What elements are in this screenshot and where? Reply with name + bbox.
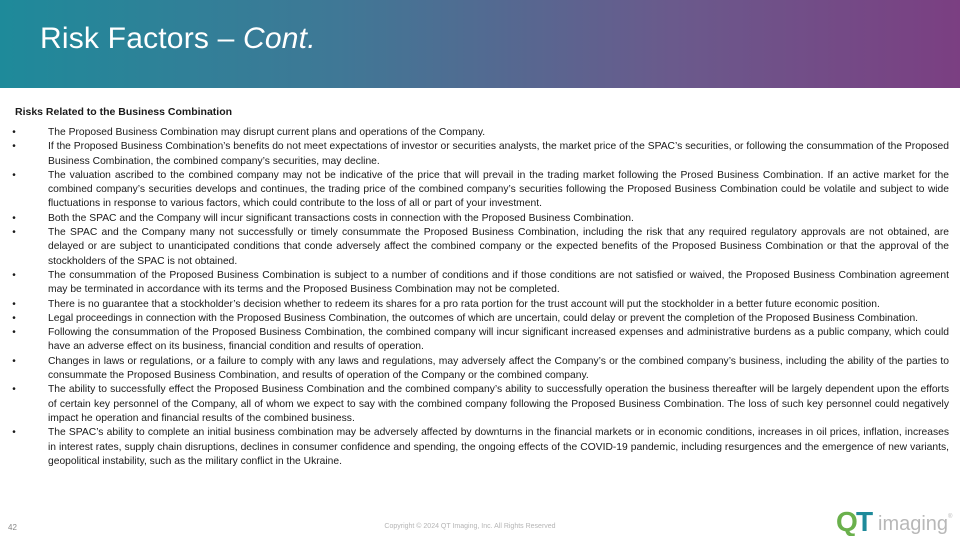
bullet-dot-icon: • (12, 312, 16, 324)
risk-bullet-item (8, 140, 949, 169)
risk-bullet-text: The consummation of the Proposed Business Combination is subject to a number of conditions and if those conditions are not satisfied or waived, the Proposed Business Combination agreement may be terminated in accordance with its terms and the Proposed Business Combination may not be completed. (48, 269, 949, 296)
risk-bullet-text: The valuation ascribed to the combined company may not be indicative of the price that will prevail in the trading market following the Prosed Business Combination. If an active market for the combined company’s securities develops and continues, the trading price of the combined company’s securities following the Proposed Business Combination could be volatile and subject to wide fluctuations in response to various factors, which could contribute to the loss of all or part of your investment. (48, 169, 949, 210)
logo-letter-q: Q (836, 506, 858, 536)
risk-bullet-text: Changes in laws or regulations, or a failure to comply with any laws and regulations, may adversely affect the Company’s or the combined company’s business, including the ability of the parties to consummate the Proposed Business Combination, and results of operation of the Company or the combined company. (48, 355, 949, 382)
slide-title-main: Risk Factors – (40, 22, 244, 55)
risk-bullet-item (8, 212, 949, 226)
bullet-dot-icon: • (12, 327, 16, 339)
risk-bullet-item (8, 269, 949, 298)
bullet-dot-icon: • (12, 127, 16, 138)
risk-bullet-text: Both the SPAC and the Company will incur significant transactions costs in connection with the Proposed Business Combination. (48, 212, 634, 224)
slide-title-italic: Cont. (243, 22, 316, 55)
risk-bullet-item (8, 355, 949, 384)
risk-bullet-text: There is no guarantee that a stockholder’s decision whether to redeem its shares for a pro rata portion for the trust account will put the stockholder in a better future economic position. (48, 298, 880, 310)
bullet-dot-icon: • (12, 355, 16, 367)
bullet-dot-icon: • (12, 384, 16, 396)
risk-bullet-item (8, 426, 949, 469)
risk-bullet-text: The SPAC and the Company many not successfully or timely consummate the Proposed Business Combination, including the risk that any required regulatory approvals are not obtained, are delayed or are subject to unanticipated conditions that conde adversely affect the combined company or the expected benefits of the Proposed Business Combination or that the approval of the stockholders of the SPAC is not obtained. (48, 227, 949, 267)
risk-bullet-item (8, 169, 949, 212)
logo-word: imaging (878, 513, 949, 535)
header-banner (0, 0, 960, 88)
risk-bullet-item (8, 312, 949, 326)
logo-letter-t: T (856, 506, 874, 536)
bullet-dot-icon: • (12, 169, 16, 181)
risk-bullet-text: The ability to successfully effect the Proposed Business Combination and the combined company’s ability to successfully operation the business thereafter will be largely dependent upon the efforts of certain key personnel of the Company, all of whom we expect to say with the combined company following the Proposed Business Combination. The loss of such key personnel could negatively impact he operation and financial results of the combined business. (48, 384, 949, 424)
risk-bullet-text: Legal proceedings in connection with the Proposed Business Combination, the outcomes of which are uncertain, could delay or prevent the completion of the Proposed Business Combination. (48, 312, 919, 324)
bullet-dot-icon: • (12, 227, 16, 239)
section-heading: Risks Related to the Business Combination (15, 106, 233, 118)
qt-imaging-logo (836, 506, 956, 536)
bullet-dot-icon: • (12, 427, 16, 439)
slide-title (40, 22, 316, 56)
risk-bullet-item (8, 126, 949, 140)
risk-bullet-text: The SPAC’s ability to complete an initial business combination may be adversely affected by downturns in the financial markets or in economic conditions, increases in oil prices, inflation, increases in interest rates, supply chain disruptions, declines in consumer confidence and spending, the ongoing effects of the COVID-19 pandemic, including resurgences and the emergence of new variants, geopolitical instability, such as the military conflict in the Ukraine. (48, 427, 949, 467)
page-number: 42 (8, 523, 17, 532)
copyright-notice: Copyright © 2024 QT Imaging, Inc. All Rights Reserved (384, 523, 556, 530)
risk-bullet-item (8, 383, 949, 426)
bullet-dot-icon: • (12, 212, 16, 224)
logo-registered-mark: ® (948, 514, 953, 520)
risk-bullet-item (8, 226, 949, 269)
risk-bullet-item (8, 326, 949, 355)
bullet-dot-icon: • (12, 269, 16, 281)
bullet-dot-icon: • (12, 141, 16, 153)
risk-bullet-text: If the Proposed Business Combination’s benefits do not meet expectations of investor or securities analysts, the market price of the SPAC’s securities, or following the consummation of the Proposed Business Combination, the combined company’s securities, may decline. (48, 141, 949, 167)
risk-bullet-item (8, 298, 949, 312)
bullet-dot-icon: • (12, 298, 16, 310)
risk-bullet-text: Following the consummation of the Proposed Business Combination, the combined company will incur significant increased expenses and administrative burdens as a public company, which could have an adverse effect on its business, financial condition and results of operation. (48, 327, 949, 353)
risk-bullet-list (8, 126, 949, 469)
risk-bullet-text: The Proposed Business Combination may disrupt current plans and operations of the Company. (48, 127, 486, 138)
